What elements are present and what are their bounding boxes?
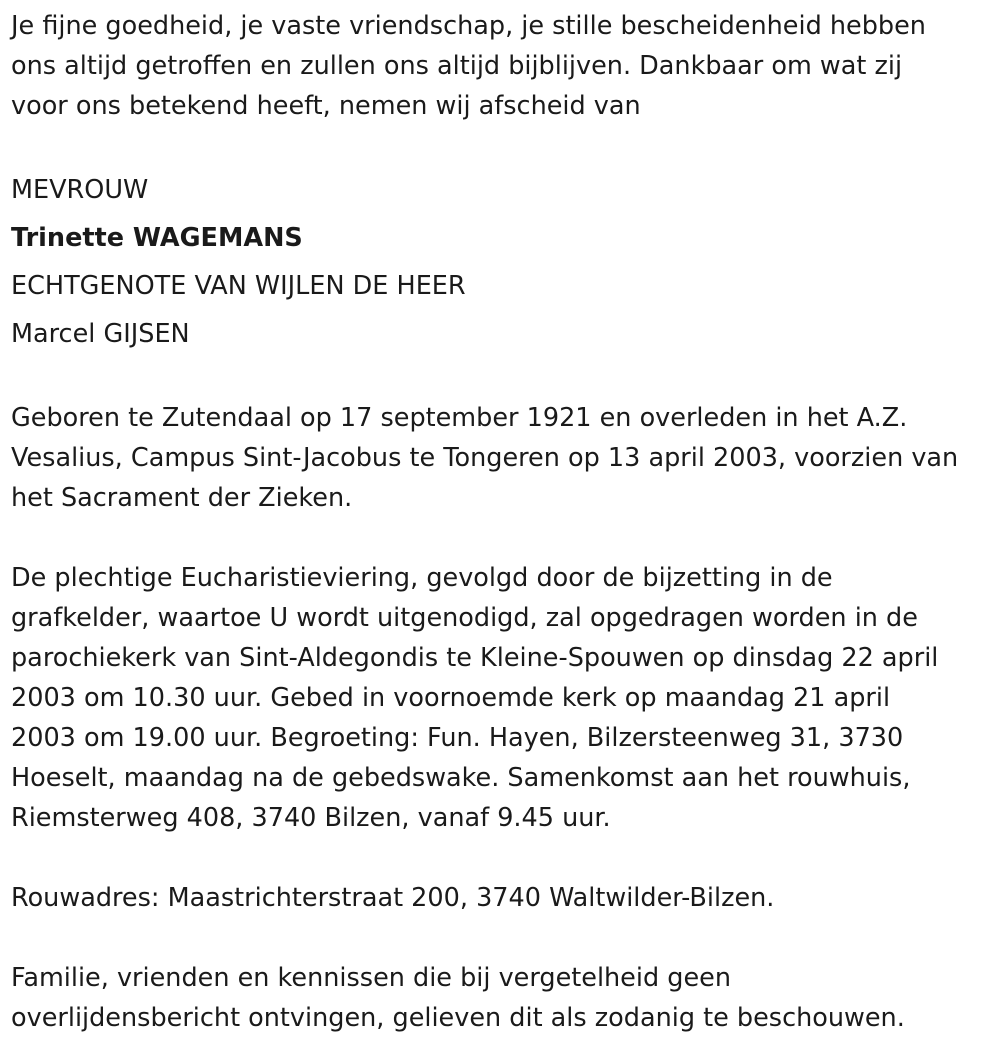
spouse-name: Marcel GIJSEN (11, 319, 190, 349)
spacer (11, 358, 996, 398)
ceremony-paragraph: De plechtige Eucharistieviering, gevolgd door de bijzetting in de grafkelder, waartoe U wordt uitgenodigd, zal opgedragen worden in de parochiekerk van Sint-Aldegondis te Kleine-Spouwen op dinsdag 22 april 2003 om 10.30 uur. Gebed in voornoemde kerk op maandag 21 april 2003 om 19.00 uur. Begroeting: Fun. Hayen, Bilzersteenweg 31, 3730 Hoeselt, maandag na de gebedswake. Samenkomst aan het rouwhuis, Riemsterweg 408, 3740 Bilzen, vanaf 9.45 uur. (11, 563, 939, 833)
relation-line: ECHTGENOTE VAN WIJLEN DE HEER (11, 271, 466, 301)
intro-paragraph: Je fijne goedheid, je vaste vriendschap, je stille bescheidenheid hebben ons altijd getroffen en zullen ons altijd bijblijven. Dankbaar om wat zij voor ons betekend heeft, nemen wij afscheid van (11, 11, 926, 121)
spacer (11, 838, 996, 878)
mourning-address: Rouwadres: Maastrichterstraat 200, 3740 Waltwilder-Bilzen. (11, 883, 775, 913)
obituary-notice (11, 6, 996, 1038)
spacer (11, 518, 996, 558)
announcement-block (11, 166, 996, 358)
deceased-name: Trinette WAGEMANS (11, 223, 303, 253)
honorific: MEVROUW (11, 175, 149, 205)
birth-death-paragraph: Geboren te Zutendaal op 17 september 1921 en overleden in het A.Z. Vesalius, Campus Sint-Jacobus te Tongeren op 13 april 2003, voorzien van het Sacrament der Zieken. (11, 403, 959, 513)
closing-paragraph: Familie, vrienden en kennissen die bij vergetelheid geen overlijdensbericht ontvingen, gelieven dit als zodanig te beschouwen. (11, 963, 905, 1033)
spacer (11, 918, 996, 958)
spacer (11, 126, 996, 166)
